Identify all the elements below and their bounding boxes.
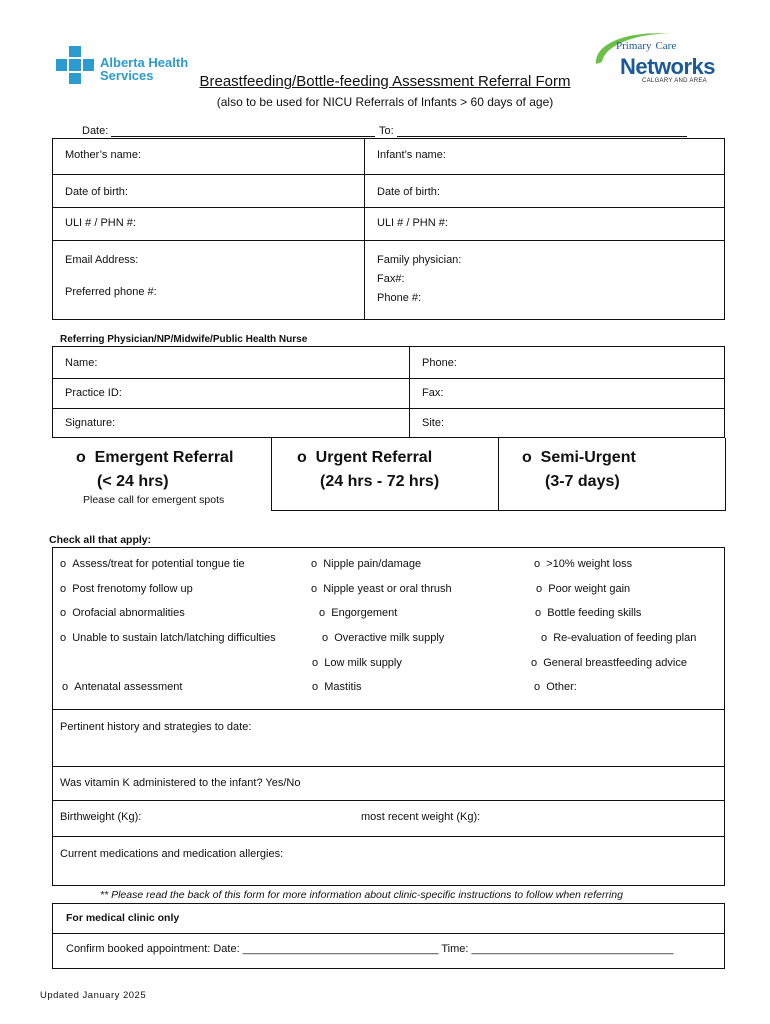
referrer-row-line [52,408,725,409]
form-subtitle: (also to be used for NICU Referrals of Infants > 60 days of age) [216,95,554,109]
checklist-heading: Check all that apply: [49,534,152,546]
confirm-appointment-field[interactable]: Confirm booked appointment: Date: ________________________________ Time: _________________________________ [66,943,674,955]
checklist-item[interactable]: o Engorgement [319,607,398,619]
semi-urgent-radio-icon: o [522,449,532,466]
history-line [52,836,725,837]
history-line [52,766,725,767]
pertinent-history-field[interactable]: Pertinent history and strategies to date: [60,721,252,733]
preferred-phone-field[interactable]: Preferred phone #: [65,286,157,298]
checklist-item-label: Low milk supply [324,657,402,669]
semi-urgent-timeframe: (3-7 days) [545,473,620,490]
form-title [0,73,770,90]
urgent-referral-label: Urgent Referral [315,449,433,466]
checklist-item-label: Engorgement [331,607,398,619]
urgency-edge [725,438,726,510]
mother-name-field[interactable]: Mother’s name: [65,149,142,161]
checklist-item-label: Nipple yeast or oral thrush [323,583,452,595]
referrer-row-line [52,378,725,379]
vitamin-k-field[interactable]: Was vitamin K administered to the infant? Yes/No [60,777,301,789]
referrer-name-field[interactable]: Name: [65,357,98,369]
checklist-item[interactable]: o Overactive milk supply [322,632,445,644]
urgent-radio-icon: o [297,449,307,466]
ahs-logo-line2: Services [100,68,154,83]
date-field[interactable] [111,136,375,137]
patient-row-line [52,240,725,241]
family-physician-field[interactable]: Family physician: [377,254,462,266]
urgent-timeframe: (24 hrs - 72 hrs) [320,473,440,490]
phone-field[interactable]: Phone #: [377,292,422,304]
pcn-logo-small [616,40,676,52]
history-line [52,800,725,801]
urgency-bottom-line [271,510,726,511]
recent-weight-field[interactable]: most recent weight (Kg): [361,811,481,823]
checklist-item[interactable]: o Other: [534,681,577,693]
emergent-timeframe: (< 24 hrs) [97,473,169,490]
semi-urgent-option[interactable] [522,449,636,467]
to-field[interactable] [397,136,687,137]
checklist-item[interactable]: o Poor weight gain [536,583,631,595]
checklist-item[interactable]: o Orofacial abnormalities [60,607,185,619]
checklist-item-label: Re-evaluation of feeding plan [553,632,697,644]
updated-date: Updated January 2025 [40,990,147,1001]
referrer-divider [409,346,410,438]
pcn-logo-small-line2: Care [655,40,677,52]
semi-urgent-label: Semi-Urgent [540,449,636,466]
infant-uli-field[interactable]: ULI # / PHN #: [377,217,448,229]
infant-dob-field[interactable]: Date of birth: [377,186,440,198]
practice-id-field[interactable]: Practice ID: [65,387,122,399]
birthweight-field[interactable]: Birthweight (Kg): [60,811,142,823]
checklist-item[interactable]: o Assess/treat for potential tongue tie [60,558,245,570]
urgency-divider [498,438,499,510]
checklist-item-label: Nipple pain/damage [323,558,422,570]
emergent-referral-label: Emergent Referral [94,449,234,466]
date-label: Date: [82,125,109,137]
pcn-logo-sub: CALGARY AND AREA [642,78,707,84]
email-field[interactable]: Email Address: [65,254,139,266]
checklist-item-label: Antenatal assessment [74,681,183,693]
checklist-item-label: Poor weight gain [548,583,631,595]
referrer-fax-field[interactable]: Fax: [422,387,444,399]
fax-field[interactable]: Fax#: [377,273,405,285]
checklist-item-label: Other: [546,681,577,693]
checklist-section-line [52,709,725,710]
site-field[interactable]: Site: [422,417,445,429]
checklist-item[interactable]: o >10% weight loss [534,558,633,570]
form-title-text: Breastfeeding/Bottle-feeding Assessment Referral Form [199,73,571,90]
urgency-divider [271,438,272,510]
checklist-item[interactable]: o Unable to sustain latch/latching difficulties [60,632,276,644]
checklist-item-label: Post frenotomy follow up [72,583,193,595]
pcn-logo-small-line1: Primary [616,40,652,52]
emergent-referral-option[interactable] [76,449,233,467]
checklist-item[interactable]: o Post frenotomy follow up [60,583,193,595]
checklist-item[interactable]: o General breastfeeding advice [531,657,687,669]
infant-name-field[interactable]: Infant’s name: [377,149,446,161]
checklist-item[interactable]: o Antenatal assessment [62,681,183,693]
checklist-item[interactable]: o Nipple yeast or oral thrush [311,583,452,595]
medications-field[interactable]: Current medications and medication allergies: [60,848,284,860]
referrer-heading: Referring Physician/NP/Midwife/Public Health Nurse [60,334,308,345]
clinic-heading: For medical clinic only [66,912,180,924]
checklist-item-label: General breastfeeding advice [543,657,687,669]
emergent-note: Please call for emergent spots [83,494,225,506]
ahs-logo-line1: Alberta Health [100,55,189,70]
referrer-phone-field[interactable]: Phone: [422,357,457,369]
patient-row-line [52,207,725,208]
checklist-item-label: Overactive milk supply [334,632,445,644]
checklist-item[interactable]: o Nipple pain/damage [311,558,422,570]
checklist-item[interactable]: o Bottle feeding skills [535,607,642,619]
checklist-item[interactable]: o Re-evaluation of feeding plan [541,632,697,644]
checklist-item[interactable]: o Low milk supply [312,657,402,669]
checklist-item-label: Bottle feeding skills [547,607,642,619]
mother-dob-field[interactable]: Date of birth: [65,186,128,198]
checklist-item-label: >10% weight loss [546,558,633,570]
mother-uli-field[interactable]: ULI # / PHN #: [65,217,136,229]
checklist-item-label: Unable to sustain latch/latching difficulties [72,632,276,644]
urgent-referral-option[interactable] [297,449,432,467]
back-of-form-note: ** Please read the back of this form for more information about clinic-specific instructions to follow when referring [100,889,623,901]
emergent-radio-icon: o [76,449,86,466]
pcn-logo-networks: Networks [620,54,716,79]
checklist-item-label: Assess/treat for potential tongue tie [72,558,245,570]
clinic-row-line [52,933,725,934]
to-label: To: [379,125,394,137]
signature-field[interactable]: Signature: [65,417,116,429]
patient-row-line [52,174,725,175]
checklist-item[interactable]: o Mastitis [312,681,362,693]
patient-divider [364,138,365,320]
checklist-item-label: Mastitis [324,681,362,693]
referrer-box [52,346,725,438]
checklist-item-label: Orofacial abnormalities [72,607,185,619]
